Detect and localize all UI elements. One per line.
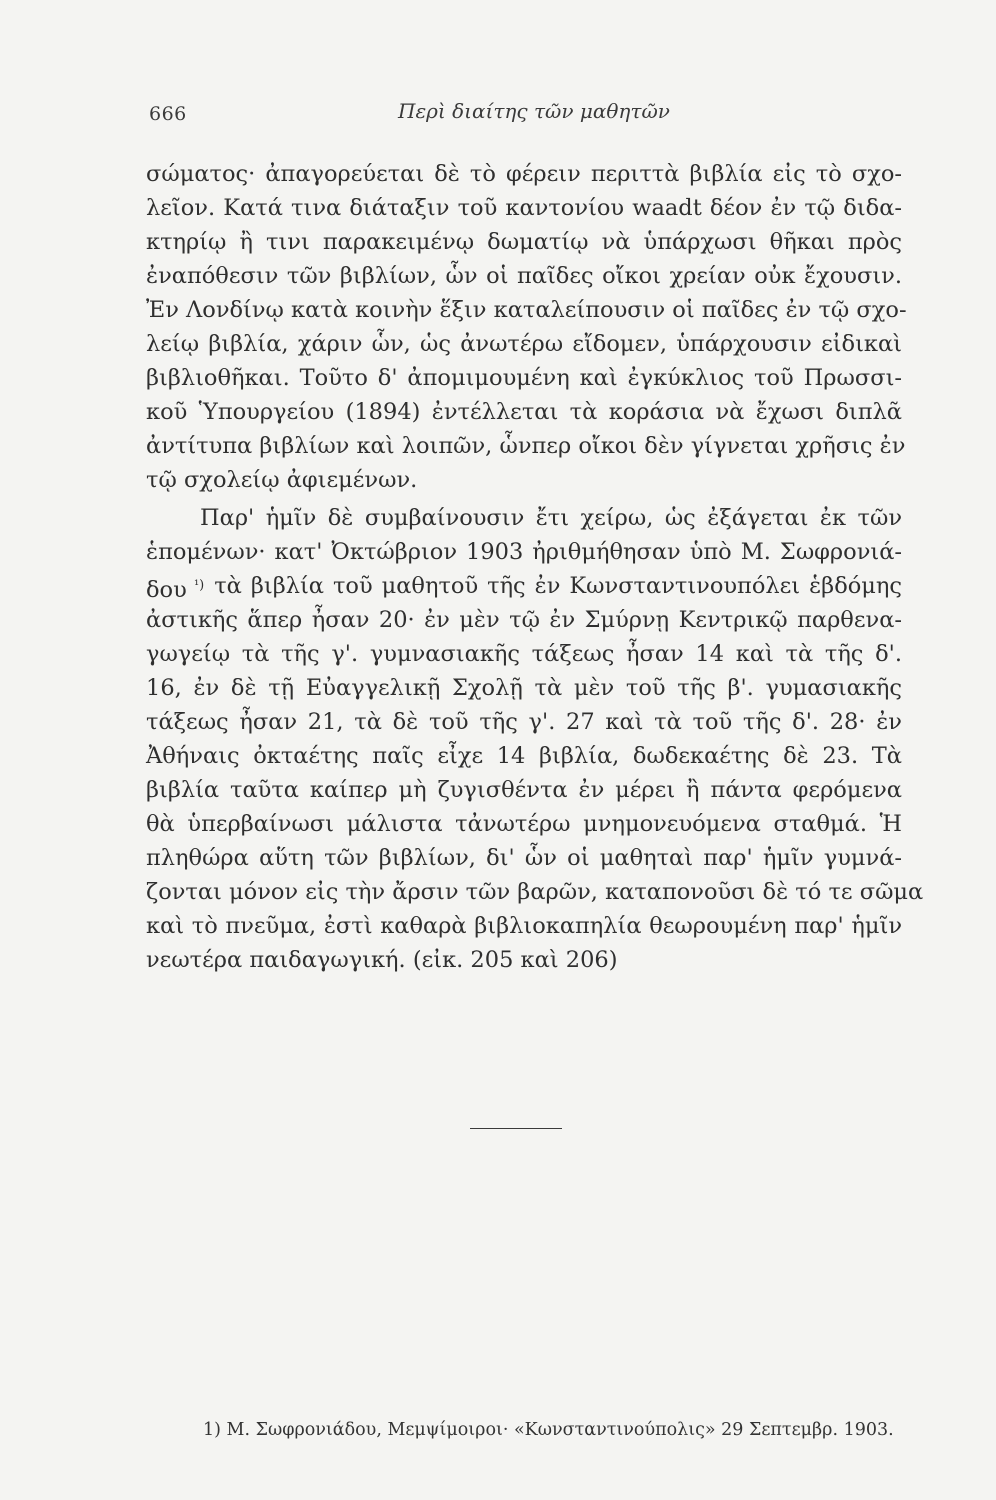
text-line: 16, ἐν δὲ τῇ Εὐαγγελικῇ Σχολῇ τὰ μὲν τοῦ τῆς β'. γυμασιακῆς (146, 675, 902, 701)
footnote: 1) Μ. Σωφρονιάδου, Μεμψίμοιροι· «Κωνσταντινούπολις» 29 Σεπτεμβρ. 1903. (203, 1420, 894, 1440)
text-line: πληθώρα αὕτη τῶν βιβλίων, δι' ὧν οἱ μαθηταὶ παρ' ἡμῖν γυμνά- (146, 845, 902, 871)
footnote-ref: ¹) (193, 578, 205, 593)
running-title: Περὶ διαίτης τῶν μαθητῶν (398, 99, 670, 123)
footnote-separator (470, 1128, 562, 1129)
text-line: ἀντίτυπα βιβλίων καὶ λοιπῶν, ὧνπερ οἴκοι δὲν γίγνεται χρῆσις ἐν (146, 433, 906, 459)
text-line: σώματος· ἀπαγορεύεται δὲ τὸ φέρειν περιττὰ βιβλία εἰς τὸ σχο- (146, 161, 902, 187)
text-line: κτηρίῳ ἢ τινι παρακειμένῳ δωματίῳ νὰ ὑπάρχωσι θῆκαι πρὸς (146, 229, 902, 255)
text-line: βιβλία ταῦτα καίπερ μὴ ζυγισθέντα ἐν μέρει ἢ πάντα φερόμενα (146, 777, 902, 803)
text-line: λείῳ βιβλία, χάριν ὧν, ὡς ἀνωτέρω εἴδομεν, ὑπάρχουσιν εἰδικαὶ (146, 331, 902, 357)
text-line: γωγείῳ τὰ τῆς γ'. γυμνασιακῆς τάξεως ἦσαν 14 καὶ τὰ τῆς δ'. (146, 641, 902, 667)
text-line: νεωτέρα παιδαγωγική. (εἰκ. 205 καὶ 206) (146, 947, 618, 973)
text-line: βιβλιοθῆκαι. Τοῦτο δ' ἀπομιμουμένη καὶ ἐγκύκλιος τοῦ Πρωσσι- (146, 365, 902, 391)
text-line: θὰ ὑπερβαίνωσι μάλιστα τἀνωτέρω μνημονευόμενα σταθμά. Ἡ (146, 811, 902, 837)
text-line: ἀστικῆς ἅπερ ἦσαν 20· ἐν μὲν τῷ ἐν Σμύρνῃ Κεντρικῷ παρθενα- (146, 607, 902, 633)
text-line: ζονται μόνον εἰς τὴν ἄρσιν τῶν βαρῶν, καταπονοῦσι δὲ τό τε σῶμα (146, 879, 924, 905)
text-fragment: δου (146, 577, 187, 603)
text-line: καὶ τὸ πνεῦμα, ἐστὶ καθαρὰ βιβλιοκαπηλία θεωρουμένη παρ' ἡμῖν (146, 913, 902, 939)
text-line-with-footnote-ref (146, 569, 902, 603)
text-line: ἐναπόθεσιν τῶν βιβλίων, ὧν οἱ παῖδες οἴκοι χρείαν οὐκ ἔχουσιν. (146, 263, 902, 289)
text-line: τῷ σχολείῳ ἀφιεμένων. (146, 467, 418, 493)
page-number: 666 (149, 103, 187, 125)
text-line: ἑπομένων· κατ' Ὀκτώβριον 1903 ἠριθμήθησαν ὑπὸ Μ. Σωφρονιά- (146, 539, 902, 565)
text-line: τάξεως ἦσαν 21, τὰ δὲ τοῦ τῆς γ'. 27 καὶ τὰ τοῦ τῆς δ'. 28· ἐν (146, 709, 902, 735)
text-line: Παρ' ἡμῖν δὲ συμβαίνουσιν ἔτι χείρω, ὡς ἐξάγεται ἐκ τῶν (200, 505, 902, 531)
text-line: Ἀθήναις ὀκταέτης παῖς εἶχε 14 βιβλία, δωδεκαέτης δὲ 23. Τὰ (146, 743, 902, 769)
text-line: λεῖον. Κατά τινα διάταξιν τοῦ καντονίου waadt δέον ἐν τῷ διδα- (146, 195, 902, 221)
text-line: κοῦ Ὑπουργείου (1894) ἐντέλλεται τὰ κοράσια νὰ ἔχωσι διπλᾶ (146, 399, 902, 425)
text-line: Ἐν Λονδίνῳ κατὰ κοινὴν ἕξιν καταλείπουσιν οἱ παῖδες ἐν τῷ σχο- (146, 297, 907, 323)
text-fragment: τὰ βιβλία τοῦ μαθητοῦ τῆς ἐν Κωνσταντινουπόλει ἑβδόμης (214, 573, 902, 599)
